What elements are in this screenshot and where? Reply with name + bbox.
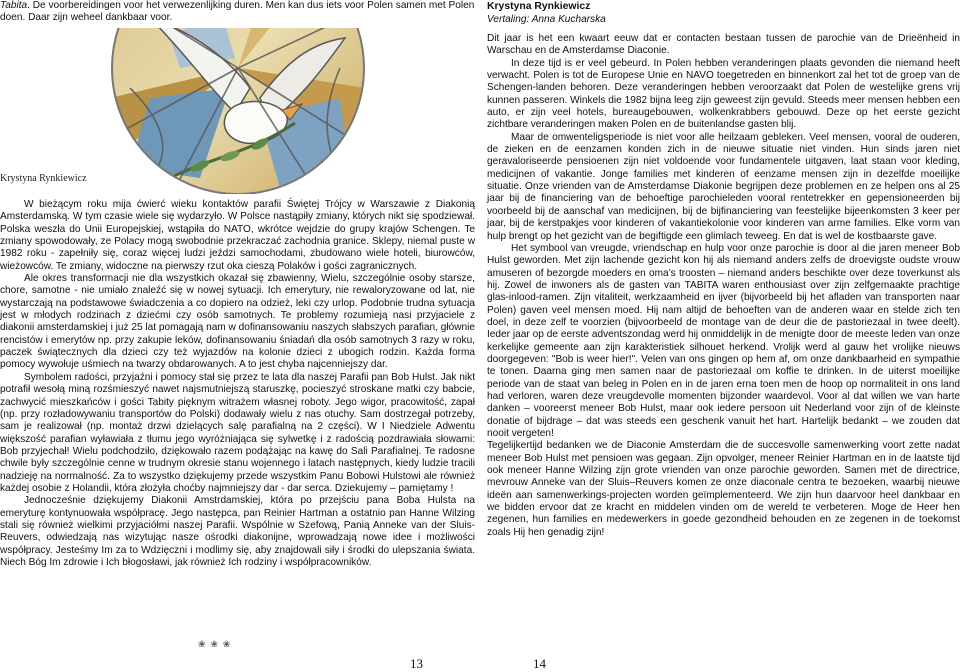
article-dutch [487, 0, 960, 539]
paragraph: Het symbool van vreugde, vriendschap en hulp voor onze parochie is door al die jaren meneer Bob Hulst geworden. Met zijn lachende gezicht kon hij als niemand anders zelfs de droevigste oudste vrouw amuseren of bezorgde moeders en oma’s troosten – niemand anders beschikte over deze toverkunst als hij. Zowel de inwoners als de gasten van TABITA waren enthousiast over zijn zelfgemaakte prachtige glas-inlood-ramen. Zijn vitaliteit, werkzaamheid en ijver (bijvorbeeld bij het afladen van transporten naar Polen) gaven veel mensen moed. Hij nam altijd de behoeften van de anderen waar en stelde zich ten doel, in deze zelf te voorzien (bijvoorbeeld de montage van de deur die de pastoriezaal in twee deelt). Ieder jaar op de eerste adventszondag werd hij onmiddelijk in de menigte door de meeste leden van onze kerkelijke gemeente aan zijn karakteristiek silhouet herkend. Vrolijk werd al gauw het vrolijke nieuws doorgegeven: "Bob is weer hier!". Velen van ons gingen op hem af, om onze dankbaarheid en sympathie te tonen. Daarna ging men samen naar de pastoriezaal om koffie te drinken. In de uiterst moeilijke periode van de staat van beleg in Polen en in de jaren erna toen men de hoop op normaliteit in ons land had verloren, waren deze vreugdevolle momenten bijzonder waardevol. Voor al dat willen we van harte danken – vooreerst meneer Bob Hulst, maar ook iedere persoon uit Nederland voor zijn of de kleinste donatie of bijdrage – dat was steeds een geschenk vanuit het hart. Hartelijk bedankt – we zouden dat nooit vergeten! [487, 242, 960, 439]
paragraph: W bieżącym roku mija ćwierć wieku kontaktów parafii Świętej Trójcy w Warszawie z Diakonią Amsterdamską. W tym czasie wiele się wydarzyło. W Polsce nastąpiły zmiany, których nikt się spodziewał. Polska weszła do Unii Europejskiej, wstąpiła do NATO, wkrótce wejdzie do grupy krajów Schengen. Te zmiany spowodowały, ze Polacy mogą swobodnie przekraczać zachodnia granice. Sklepy, niemal puste w 1982 roku - zapełniły się, coraz więcej ludzi jeździ samochodami, zbudowano wiele hoteli, biurowców, wieżowców. Te zmiany, widoczne na pierwszy rzut oka cieszą Polaków i gości zagranicznych. [0, 199, 475, 272]
paragraph: Tegelijkertijd bedanken we de Diaconie Amsterdam die de succesvolle samenwerking voort zette nadat meneer Bob Hulst met pensioen was gegaan. Zijn opvolger, meneer Reinier Hartman en in de laatste tijd ook meneer Hanne Wilzing zijn grote vrienden van onze parochie geworden. Samen met de directrice, mevrouw Anneke van der Sluis–Reuvers komen ze onze diaconale centra te bezoeken, waarbij nieuwe ideën aan samenwerkings-projecten worden geïmplementeerd. We zijn hun daarvoor heel dankbaar en we bidden ervoor dat ze kracht en middelen vinden om de wereld te verbeteren. Moge de Heer hen zegenen, hun families en medewerkers in goede gezondheid behouden en ze zegenen in de toekomst zoals Hij hen genadig zijn! [487, 440, 960, 538]
stained-glass-dove-image [110, 28, 366, 194]
top-note [0, 0, 475, 24]
paragraph: Ale okres transformacji nie dla wszystkich okazał się zbawienny, Wielu, szczególnie osoby starsze, chore, samotne - nie umiało znaleźć się w nowej sytuacji. Ich emerytury, nie rewaloryzowane od lat, nie wystarczają na podstawowe świadczenia a co dopiero na odzież, leki czy urlop. Podobnie trudna sytuacja jest w młodych rodzinach z dziećmi czy osób samotnych. Te problemy rozumieją nasi przyjaciele z diakonii amsterdamskiej i już 25 lat pomagają nam w dofinansowaniu naszych słabszych parafian, głównie rencistów i emerytów np. przy zakupie leków, dofinansowaniu śniadań dla osób samotnych 3 razy w roku, paczek świątecznych dla dzieci czy też wyjazdów na kolonie dzieci z ubogich rodzin. Każda forma pomocy wywołuje uśmiech na twarzy obdarowanych. A to jest chyba najcenniejszy dar. [0, 273, 475, 371]
translator-credit: Vertaling: Anna Kucharska [487, 14, 606, 25]
image-caption: Krystyna Rynkiewicz [0, 173, 87, 184]
paragraph: Maar de omwenteligsperiode is niet voor alle heilzaam gebleken. Veel mensen, vooral de ouderen, de zieken en de eenzamen konden zich in de nieuwe situatie niet vinden. Hun sinds jaren niet geravaloriseerde pensioenen zijn niet voldoende voor fundamentele uitgaven, laat staan voor kleding, medicijnen of vakantie. Jonge families met kinderen of eenzame mensen zijn in dezelfde moeilijke situatie. Onze vrienden van de Amsterdamse Diakonie begrijpen deze problemen en ze helpen ons al 25 jaar bij de financiering van de behoeftige parochieleden vooral rentetrekker en gepensioneerden bij voorbeeld bij de aanschaf van medicijnen, bij de bijfinanciering van feestelijke bijeenkomsten 3 keer per jaar, bij de kerstpakjes voor kinderen of vakantiekolonie voor kinderen van arme families. Elke vorm van hulp brengt op het gezicht van de begiftigde een glimlach teweeg. En dat is wel de kostbaarste gave. [487, 131, 960, 242]
top-note-lead: Tabita [0, 0, 28, 11]
paragraph: Symbolem radości, przyjaźni i pomocy stał się przez te lata dla naszej Parafii pan Bob Hulst. Jak nikt potrafił wesołą miną rozśmieszyć nawet najsmutniejszą staruszkę, pocieszyć stroskane matki czy babcie, zachwycić mieszkańców i gości Tabity pięknym witrażem własnej roboty. Jego wigor, pracowitość, zapał (np. przy rozładowywaniu transportów do Polski) dodawały wielu z nas otuchy. Sam dostrzegał potrzeby, sam je realizował (np. montaż drzwi dzielących salę parafialną na 2 części). W I Niedziele Adwentu większość parafian wyławiała z tłumu jego wyróżniająca się sylwetkę i z radością pozdrawiała słowami: Bob przyjechał! Wielu podchodziło, dziękowało razem podążając na kawę do Sali Parafialnej. Te radosne chwile były szczególnie cenne w trudnym okresie stanu wojennego i latach następnych, kiedy ludzie tracili nadzieję na normalność. Za to wszystko dziękujemy przede wszystkim Panu Bobowi Hulstowi ale również każdej osobie z Holandii, która złożyła choćby najmniejszy dar - dar serca. Dziekujemy – pamiętamy ! [0, 371, 475, 494]
paragraph: Jednocześnie dziękujemy Diakonii Amstrdamskiej, która po przejściu pana Boba Hulsta na emeryturę kontynuowała współpracę. Jego następca, pan Reinier Hartman a ostatnio pan Hanne Wilzing stali się również wielkimi przyjaciółmi naszej Parafii. Wspólnie w Szefową, Panią Anneke van der Sluis-Reuvers, odwiedzają nas wizytując nasze ośrodki diakonijne, wprowadzają nowe idee i możliwości współpracy. Jesteśmy Im za to Wdzięczni i modlimy się, aby znajdowali siły i środki do ulepszania świata. Niech Bóg Im zdrowie i Ich błogosławi, jak również Ich rodziny i współpracowników. [0, 495, 475, 568]
article-polish [0, 199, 475, 569]
paragraph: In deze tijd is er veel gebeurd. In Polen hebben veranderingen plaats gevonden die niemand heeft verwacht. Polen is tot de Europese Unie en NAVO toegetreden en binnenkort zal het tot de groep van de Schengen-landen behoren. Deze veranderingen hebben veroorzaakt dat Polen de westelijke grens vrij kunnen passeren. Winkels die 1982 bijna leeg zijn geweest zijn gevuld. Steeds meer mensen hebben een auto, er zijn veel hotels, bureaugebouwen, wolkenkrabbers gebouwd. Deze op het eerste gezicht zichtbare veranderingen maken Polen en de buitenlandse gasten blij. [487, 57, 960, 131]
top-note-text: . De voorbereidingen voor het verwezenlijking duren. Men kan dus iets voor Polen samen met Polen doen. Daar zijn weheel dankbaar voor. [0, 0, 475, 23]
author-name: Krystyna Rynkiewicz [487, 1, 591, 12]
ornament-divider: ❀ ❀ ❀ [198, 640, 232, 650]
page-number-right: 14 [533, 656, 546, 671]
paragraph: Dit jaar is het een kwaart eeuw dat er contacten bestaan tussen de parochie van de Drieënheid in Warschau en de Amsterdamse Diaconie. [487, 33, 960, 57]
page-number-left: 13 [410, 656, 423, 671]
